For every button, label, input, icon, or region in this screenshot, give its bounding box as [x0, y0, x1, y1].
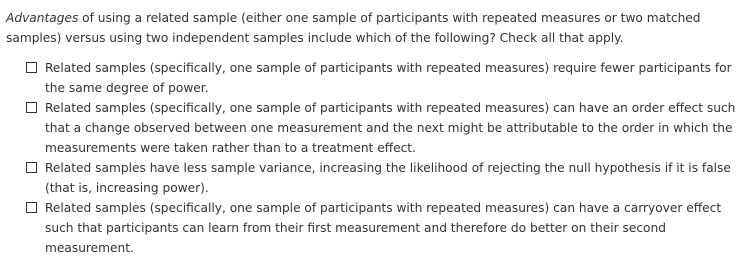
checkbox-fewer-participants[interactable] — [26, 62, 37, 73]
question-lead: Advantages — [6, 11, 79, 25]
option-carryover-effect[interactable] — [26, 198, 738, 258]
checkbox-less-variance[interactable] — [26, 162, 37, 173]
question-body: of using a related sample (either one sample of participants with repeated measures or two matched samples) versus using two independent samples include which of the following? Check all that apply. — [6, 11, 701, 45]
question-text — [6, 8, 736, 48]
answer-options — [26, 58, 738, 258]
option-label-fewer-participants[interactable]: Related samples (specifically, one sample of participants with repeated measures) require fewer participants for the same degree of power. — [45, 61, 732, 95]
option-label-carryover-effect[interactable]: Related samples (specifically, one sample of participants with repeated measures) can have a carryover effect such that participants can learn from their first measurement and therefore do better on their second measurement. — [45, 201, 722, 255]
option-less-variance[interactable] — [26, 158, 738, 198]
option-order-effect[interactable] — [26, 98, 738, 158]
checkbox-order-effect[interactable] — [26, 102, 37, 113]
checkbox-carryover-effect[interactable] — [26, 202, 37, 213]
option-fewer-participants[interactable] — [26, 58, 738, 98]
option-label-less-variance[interactable]: Related samples have less sample variance, increasing the likelihood of rejecting the null hypothesis if it is false (that is, increasing power). — [45, 161, 731, 195]
option-label-order-effect[interactable]: Related samples (specifically, one sample of participants with repeated measures) can have an order effect such that a change observed between one measurement and the next might be attributable to the order in which the measurements were taken rather than to a treatment effect. — [45, 101, 736, 155]
